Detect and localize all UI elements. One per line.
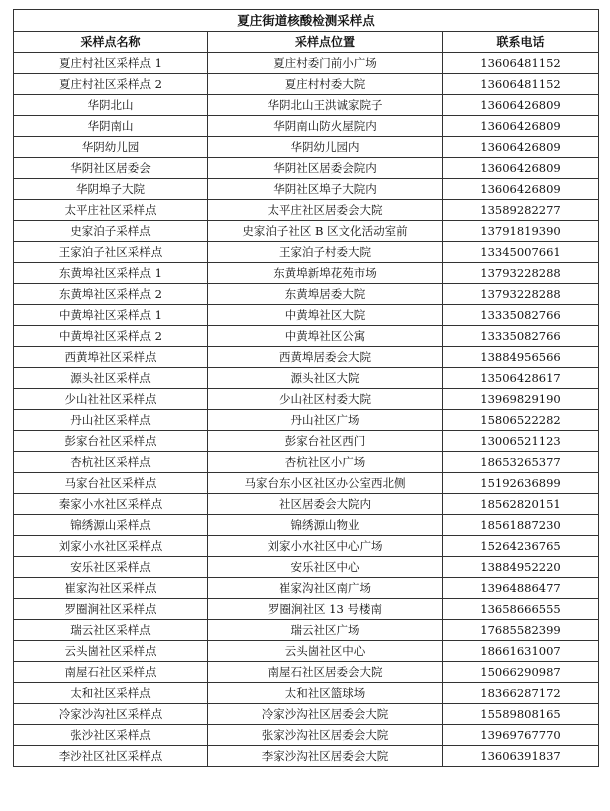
table-row bbox=[14, 578, 599, 599]
site-name-cell: 太和社区采样点 bbox=[14, 683, 208, 704]
site-name-cell: 华阴北山 bbox=[14, 95, 208, 116]
site-name-cell: 源头社区采样点 bbox=[14, 368, 208, 389]
table-row bbox=[14, 263, 599, 284]
site-location-cell: 夏庄村村委大院 bbox=[208, 74, 443, 95]
table-row bbox=[14, 389, 599, 410]
table-row bbox=[14, 221, 599, 242]
table-row bbox=[14, 704, 599, 725]
site-name-cell: 华阴社区居委会 bbox=[14, 158, 208, 179]
table-row bbox=[14, 557, 599, 578]
table-row bbox=[14, 74, 599, 95]
site-name-cell: 王家泊子社区采样点 bbox=[14, 242, 208, 263]
header-site-name: 采样点名称 bbox=[14, 32, 208, 53]
table-row bbox=[14, 452, 599, 473]
phone-cell: 13606426809 bbox=[443, 95, 599, 116]
phone-cell: 18653265377 bbox=[443, 452, 599, 473]
table-row bbox=[14, 116, 599, 137]
table-row bbox=[14, 179, 599, 200]
table-row bbox=[14, 347, 599, 368]
table-row bbox=[14, 410, 599, 431]
table-row bbox=[14, 473, 599, 494]
phone-cell: 13506428617 bbox=[443, 368, 599, 389]
phone-cell: 13606426809 bbox=[443, 158, 599, 179]
site-name-cell: 夏庄村社区采样点 2 bbox=[14, 74, 208, 95]
phone-cell: 13606426809 bbox=[443, 116, 599, 137]
site-name-cell: 丹山社区采样点 bbox=[14, 410, 208, 431]
phone-cell: 15066290987 bbox=[443, 662, 599, 683]
phone-cell: 13969767770 bbox=[443, 725, 599, 746]
table-row bbox=[14, 242, 599, 263]
site-location-cell: 云头崮社区中心 bbox=[208, 641, 443, 662]
phone-cell: 13606391837 bbox=[443, 746, 599, 767]
site-name-cell: 史家泊子采样点 bbox=[14, 221, 208, 242]
site-name-cell: 崔家沟社区采样点 bbox=[14, 578, 208, 599]
phone-cell: 15192636899 bbox=[443, 473, 599, 494]
site-location-cell: 安乐社区中心 bbox=[208, 557, 443, 578]
table-row bbox=[14, 53, 599, 74]
table-title: 夏庄街道核酸检测采样点 bbox=[14, 10, 599, 32]
site-name-cell: 马家台社区采样点 bbox=[14, 473, 208, 494]
phone-cell: 13884952220 bbox=[443, 557, 599, 578]
site-name-cell: 中黄埠社区采样点 1 bbox=[14, 305, 208, 326]
site-location-cell: 少山社区村委大院 bbox=[208, 389, 443, 410]
table-row bbox=[14, 725, 599, 746]
table-row bbox=[14, 158, 599, 179]
site-name-cell: 安乐社区采样点 bbox=[14, 557, 208, 578]
phone-cell: 18366287172 bbox=[443, 683, 599, 704]
site-name-cell: 罗圈涧社区采样点 bbox=[14, 599, 208, 620]
site-location-cell: 瑞云社区广场 bbox=[208, 620, 443, 641]
site-location-cell: 太平庄社区居委会大院 bbox=[208, 200, 443, 221]
table-row bbox=[14, 137, 599, 158]
site-location-cell: 社区居委会大院内 bbox=[208, 494, 443, 515]
header-site-location: 采样点位置 bbox=[208, 32, 443, 53]
phone-cell: 17685582399 bbox=[443, 620, 599, 641]
site-location-cell: 太和社区篮球场 bbox=[208, 683, 443, 704]
table-row bbox=[14, 536, 599, 557]
site-location-cell: 崔家沟社区南广场 bbox=[208, 578, 443, 599]
site-name-cell: 杏杭社区采样点 bbox=[14, 452, 208, 473]
site-location-cell: 华阴幼儿园内 bbox=[208, 137, 443, 158]
site-location-cell: 中黄埠社区大院 bbox=[208, 305, 443, 326]
phone-cell: 13589282277 bbox=[443, 200, 599, 221]
site-location-cell: 华阴南山防火屋院内 bbox=[208, 116, 443, 137]
site-name-cell: 张沙社区采样点 bbox=[14, 725, 208, 746]
table-row bbox=[14, 200, 599, 221]
site-name-cell: 东黄埠社区采样点 2 bbox=[14, 284, 208, 305]
phone-cell: 13791819390 bbox=[443, 221, 599, 242]
phone-cell: 13606426809 bbox=[443, 137, 599, 158]
table-row bbox=[14, 662, 599, 683]
title-row bbox=[14, 10, 599, 32]
site-location-cell: 南屋石社区居委会大院 bbox=[208, 662, 443, 683]
phone-cell: 13606481152 bbox=[443, 53, 599, 74]
phone-cell: 13964886477 bbox=[443, 578, 599, 599]
site-name-cell: 华阴幼儿园 bbox=[14, 137, 208, 158]
site-location-cell: 杏杭社区小广场 bbox=[208, 452, 443, 473]
site-name-cell: 东黄埠社区采样点 1 bbox=[14, 263, 208, 284]
header-row bbox=[14, 32, 599, 53]
phone-cell: 13793228288 bbox=[443, 263, 599, 284]
table-row bbox=[14, 284, 599, 305]
table-row bbox=[14, 368, 599, 389]
site-location-cell: 刘家小水社区中心广场 bbox=[208, 536, 443, 557]
site-name-cell: 太平庄社区采样点 bbox=[14, 200, 208, 221]
table-row bbox=[14, 641, 599, 662]
site-location-cell: 华阴社区埠子大院内 bbox=[208, 179, 443, 200]
site-name-cell: 彭家台社区采样点 bbox=[14, 431, 208, 452]
site-name-cell: 云头崮社区采样点 bbox=[14, 641, 208, 662]
site-location-cell: 中黄埠社区公寓 bbox=[208, 326, 443, 347]
table-row bbox=[14, 515, 599, 536]
phone-cell: 13606426809 bbox=[443, 179, 599, 200]
site-name-cell: 锦绣源山采样点 bbox=[14, 515, 208, 536]
header-phone: 联系电话 bbox=[443, 32, 599, 53]
table-row bbox=[14, 494, 599, 515]
site-name-cell: 华阴埠子大院 bbox=[14, 179, 208, 200]
phone-cell: 15264236765 bbox=[443, 536, 599, 557]
site-name-cell: 冷家沙沟社区采样点 bbox=[14, 704, 208, 725]
phone-cell: 13793228288 bbox=[443, 284, 599, 305]
site-location-cell: 李家沙沟社区居委会大院 bbox=[208, 746, 443, 767]
site-location-cell: 东黄埠新埠花苑市场 bbox=[208, 263, 443, 284]
site-name-cell: 李沙社区社区采样点 bbox=[14, 746, 208, 767]
phone-cell: 13006521123 bbox=[443, 431, 599, 452]
site-location-cell: 王家泊子村委大院 bbox=[208, 242, 443, 263]
site-location-cell: 华阴北山王洪诚家院子 bbox=[208, 95, 443, 116]
site-location-cell: 马家台东小区社区办公室西北侧 bbox=[208, 473, 443, 494]
site-name-cell: 瑞云社区采样点 bbox=[14, 620, 208, 641]
table-row bbox=[14, 95, 599, 116]
phone-cell: 13969829190 bbox=[443, 389, 599, 410]
site-location-cell: 史家泊子社区 B 区文化活动室前 bbox=[208, 221, 443, 242]
site-name-cell: 华阴南山 bbox=[14, 116, 208, 137]
phone-cell: 15806522282 bbox=[443, 410, 599, 431]
phone-cell: 15589808165 bbox=[443, 704, 599, 725]
phone-cell: 13345007661 bbox=[443, 242, 599, 263]
site-location-cell: 冷家沙沟社区居委会大院 bbox=[208, 704, 443, 725]
phone-cell: 13335082766 bbox=[443, 326, 599, 347]
site-location-cell: 罗圈涧社区 13 号楼南 bbox=[208, 599, 443, 620]
site-location-cell: 丹山社区广场 bbox=[208, 410, 443, 431]
phone-cell: 13335082766 bbox=[443, 305, 599, 326]
table-row bbox=[14, 683, 599, 704]
sampling-sites-table bbox=[13, 9, 599, 767]
table-row bbox=[14, 746, 599, 767]
site-location-cell: 华阴社区居委会院内 bbox=[208, 158, 443, 179]
site-location-cell: 源头社区大院 bbox=[208, 368, 443, 389]
phone-cell: 18661631007 bbox=[443, 641, 599, 662]
phone-cell: 18562820151 bbox=[443, 494, 599, 515]
phone-cell: 13658666555 bbox=[443, 599, 599, 620]
table-row bbox=[14, 620, 599, 641]
phone-cell: 13606481152 bbox=[443, 74, 599, 95]
site-location-cell: 彭家台社区西门 bbox=[208, 431, 443, 452]
site-location-cell: 夏庄村委门前小广场 bbox=[208, 53, 443, 74]
site-name-cell: 西黄埠社区采样点 bbox=[14, 347, 208, 368]
table-row bbox=[14, 305, 599, 326]
site-name-cell: 夏庄村社区采样点 1 bbox=[14, 53, 208, 74]
table-row bbox=[14, 599, 599, 620]
site-location-cell: 张家沙沟社区居委会大院 bbox=[208, 725, 443, 746]
site-name-cell: 中黄埠社区采样点 2 bbox=[14, 326, 208, 347]
phone-cell: 18561887230 bbox=[443, 515, 599, 536]
site-location-cell: 东黄埠居委大院 bbox=[208, 284, 443, 305]
site-location-cell: 西黄埠居委会大院 bbox=[208, 347, 443, 368]
phone-cell: 13884956566 bbox=[443, 347, 599, 368]
site-name-cell: 南屋石社区采样点 bbox=[14, 662, 208, 683]
site-name-cell: 刘家小水社区采样点 bbox=[14, 536, 208, 557]
site-location-cell: 锦绣源山物业 bbox=[208, 515, 443, 536]
site-name-cell: 秦家小水社区采样点 bbox=[14, 494, 208, 515]
table-row bbox=[14, 326, 599, 347]
site-name-cell: 少山社社区采样点 bbox=[14, 389, 208, 410]
table-row bbox=[14, 431, 599, 452]
